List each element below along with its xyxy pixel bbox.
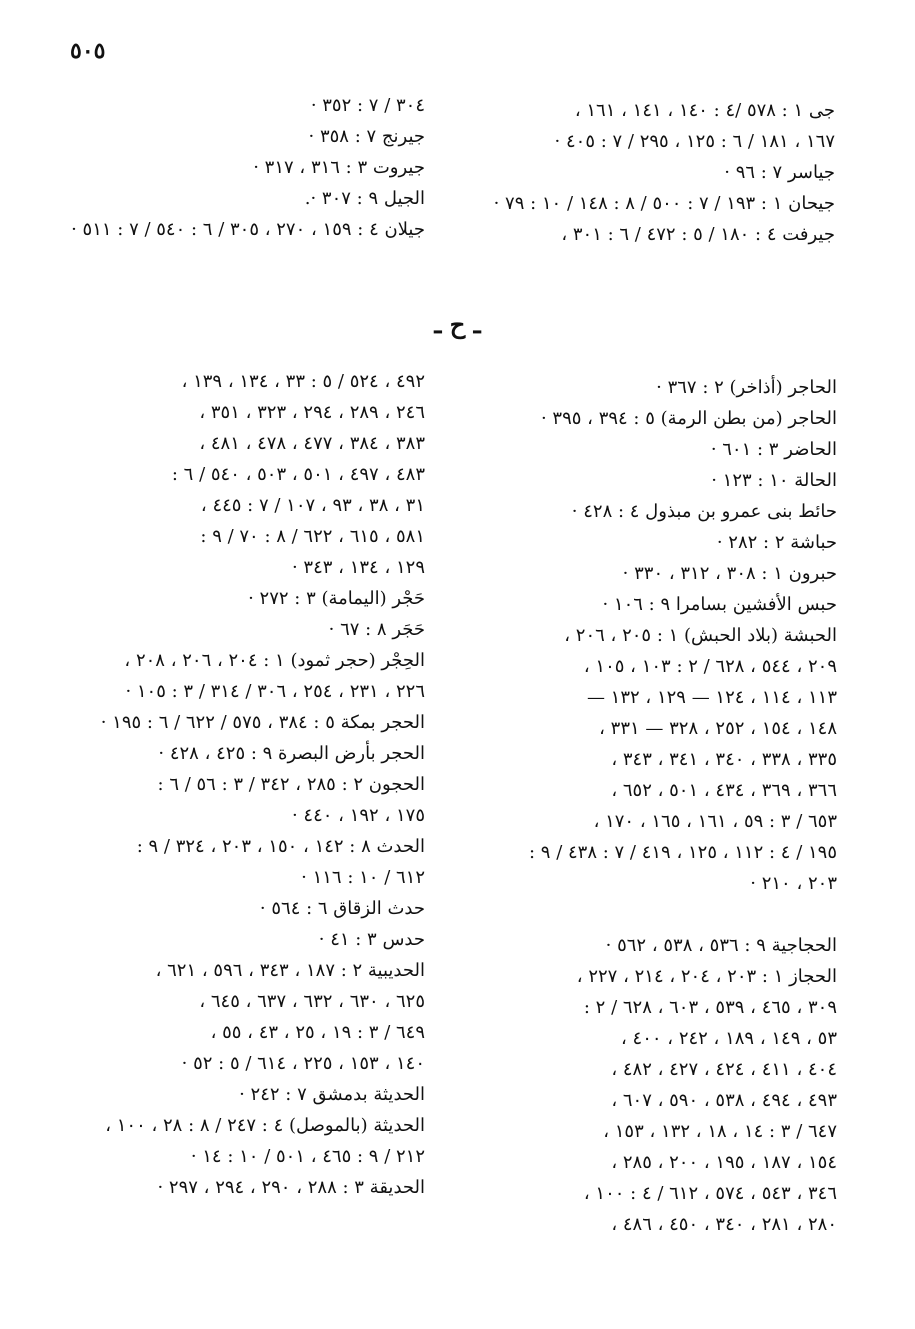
index-line: الحديقة ٣ : ٢٨٨ ، ٢٩٠ ، ٢٩٤ ، ٢٩٧ · [157, 1177, 425, 1198]
index-line: ٦٤٧ / ٣ : ١٤ ، ١٨ ، ١٣٢ ، ١٥٣ ، [603, 1121, 837, 1142]
index-line: جيرنج ٧ : ٣٥٨ · [308, 126, 425, 147]
index-line: الحِجْر (حجر ثمود) ١ : ٢٠٤ ، ٢٠٦ ، ٢٠٨ ، [124, 650, 425, 671]
right-index-column [467, 372, 837, 1240]
index-line: جيلان ٤ : ١٥٩ ، ٢٧٠ ، ٣٠٥ / ٦ : ٥٤٠ / ٧ : ٥١١ · [71, 219, 425, 240]
top-right-column [475, 95, 835, 250]
index-line: جى ١ : ٥٧٨ /٤ : ١٤٠ ، ١٤١ ، ١٦١ ، [574, 100, 835, 121]
index-line: الحجر بمكة ٥ : ٣٨٤ ، ٥٧٥ / ٦٢٢ / ٦ : ١٩٥ · [100, 712, 425, 733]
index-line: ٤٩٣ ، ٤٩٤ ، ٥٣٨ ، ٥٩٠ ، ٦٠٧ ، [611, 1090, 837, 1111]
index-line: الجيل ٩ : ٣٠٧ ·. [304, 188, 425, 209]
index-line: ١٢٩ ، ١٣٤ ، ٣٤٣ · [291, 557, 425, 578]
index-line: حدس ٣ : ٤١ · [318, 929, 425, 950]
index-line: ١٤٠ ، ١٥٣ ، ٢٢٥ ، ٦١٤ / ٥ : ٥٢ · [181, 1053, 425, 1074]
index-line: ٤٠٤ ، ٤١١ ، ٤٢٤ ، ٤٢٧ ، ٤٨٢ ، [611, 1059, 837, 1080]
index-line: ٢٢٦ ، ٢٣١ ، ٢٥٤ ، ٣٠٦ / ٣١٤ / ٣ : ١٠٥ · [125, 681, 425, 702]
index-line: الحدث ٨ : ١٤٢ ، ١٥٠ ، ٢٠٣ ، ٣٢٤ / ٩ : [136, 836, 425, 857]
index-line: ٦١٢ / ١٠ : ١١٦ · [301, 867, 425, 888]
index-line: الحديبية ٢ : ١٨٧ ، ٣٤٣ ، ٥٩٦ ، ٦٢١ ، [155, 960, 425, 981]
index-line: ٢٤٦ ، ٢٨٩ ، ٢٩٤ ، ٣٢٣ ، ٣٥١ ، [199, 402, 425, 423]
index-line: ١٦٧ ، ١٨١ / ٦ : ١٢٥ ، ٢٩٥ / ٧ : ٤٠٥ · [554, 131, 835, 152]
index-line: الحجاز ١ : ٢٠٣ ، ٢٠٤ ، ٢١٤ ، ٢٢٧ ، [576, 966, 837, 987]
index-line: جياسر ٧ : ٩٦ · [724, 162, 835, 183]
section-letter-heading: ـ ح ـ [434, 310, 481, 339]
index-line: ٣٨٣ ، ٣٨٤ ، ٤٧٧ ، ٤٧٨ ، ٤٨١ ، [199, 433, 425, 454]
index-line: ٢١٢ / ٩ : ٤٦٥ ، ٥٠١ / ١٠ : ١٤ · [190, 1146, 425, 1167]
index-line: حَجْر (اليمامة) ٣ : ٢٧٢ · [248, 588, 425, 609]
index-line: ٢٠٣ ، ٢١٠ · [750, 873, 837, 894]
index-line: الحديثة بدمشق ٧ : ٢٤٢ · [239, 1084, 425, 1105]
index-line: ٣٣٥ ، ٣٣٨ ، ٣٤٠ ، ٣٤١ ، ٣٤٣ ، [611, 749, 837, 770]
index-line: جيحان ١ : ١٩٣ / ٧ : ٥٠٠ / ٨ : ١٤٨ / ١٠ : ٧٩ · [493, 193, 835, 214]
index-line: ٣١ ، ٣٨ ، ٩٣ ، ١٠٧ / ٧ : ٤٤٥ ، [200, 495, 425, 516]
index-line: حدث الزقاق ٦ : ٥٦٤ · [259, 898, 425, 919]
index-line: ١٧٥ ، ١٩٢ ، ٤٤٠ · [291, 805, 425, 826]
index-line: حَجَر ٨ : ٦٧ · [328, 619, 425, 640]
index-line: ٢٠٩ ، ٥٤٤ ، ٦٢٨ / ٢ : ١٠٣ ، ١٠٥ ، [583, 656, 837, 677]
index-line: ١٤٨ ، ١٥٤ ، ٢٥٢ ، ٣٢٨ — ٣٣١ ، [599, 718, 837, 739]
index-line: حبرون ١ : ٣٠٨ ، ٣١٢ ، ٣٣٠ · [622, 563, 837, 584]
index-line: ٢٨٠ ، ٢٨١ ، ٣٤٠ ، ٤٥٠ ، ٤٨٦ ، [611, 1214, 837, 1235]
index-line: ١٥٤ ، ١٨٧ ، ١٩٥ ، ٢٠٠ ، ٢٨٥ ، [611, 1152, 837, 1173]
index-line: الحاجر (من بطن الرمة) ٥ : ٣٩٤ ، ٣٩٥ · [540, 408, 837, 429]
index-line: الحجون ٢ : ٢٨٥ ، ٣٤٢ / ٣ : ٥٦ / ٦ : [157, 774, 425, 795]
index-line: الحديثة (بالموصل) ٤ : ٢٤٧ / ٨ : ٢٨ ، ١٠٠ ، [105, 1115, 425, 1136]
index-line: ٦٢٥ ، ٦٣٠ ، ٦٣٢ ، ٦٣٧ ، ٦٤٥ ، [199, 991, 425, 1012]
index-line: الحجاجية ٩ : ٥٣٦ ، ٥٣٨ ، ٥٦٢ · [605, 935, 837, 956]
index-line: حائط بنى عمرو بن مبذول ٤ : ٤٢٨ · [571, 501, 837, 522]
index-line: الحاضر ٣ : ٦٠١ · [710, 439, 837, 460]
index-line: جيرفت ٤ : ١٨٠ / ٥ : ٤٧٢ / ٦ : ٣٠١ ، [561, 224, 835, 245]
index-line: حبس الأفشين بسامرا ٩ : ١٠٦ · [602, 594, 837, 615]
index-line: الحالة ١٠ : ١٢٣ · [711, 470, 837, 491]
index-line: ٥٨١ ، ٦١٥ ، ٦٢٢ / ٨ : ٧٠ / ٩ : [200, 526, 425, 547]
index-line: جيروت ٣ : ٣١٦ ، ٣١٧ · [253, 157, 425, 178]
index-line: حباشة ٢ : ٢٨٢ · [716, 532, 837, 553]
index-line: ٤٨٣ ، ٤٩٧ ، ٥٠١ ، ٥٠٣ ، ٥٤٠ / ٦ : [171, 464, 425, 485]
left-index-column [25, 366, 425, 1203]
index-line: الحجر بأرض البصرة ٩ : ٤٢٥ ، ٤٢٨ · [158, 743, 425, 764]
index-line: ٣٦٦ ، ٣٦٩ ، ٤٣٤ ، ٥٠١ ، ٦٥٢ ، [611, 780, 837, 801]
index-line: ٣٠٤ / ٧ : ٣٥٢ · [310, 95, 425, 116]
index-line [467, 899, 837, 930]
index-line: ٣٠٩ ، ٤٦٥ ، ٥٣٩ ، ٦٠٣ ، ٦٢٨ / ٢ : [583, 997, 837, 1018]
index-line: الحاجر (أذاخر) ٢ : ٣٦٧ · [656, 377, 837, 398]
top-left-column [25, 90, 425, 245]
index-line: ٥٣ ، ١٤٩ ، ١٨٩ ، ٢٤٢ ، ٤٠٠ ، [621, 1028, 837, 1049]
index-line: ٦٥٣ / ٣ : ٥٩ ، ١٦١ ، ١٦٥ ، ١٧٠ ، [593, 811, 837, 832]
index-line: الحبشة (بلاد الحبش) ١ : ٢٠٥ ، ٢٠٦ ، [564, 625, 837, 646]
index-line: ١١٣ ، ١١٤ ، ١٢٤ — ١٢٩ ، ١٣٢ — [586, 687, 837, 708]
index-line: ١٩٥ / ٤ : ١١٢ ، ١٢٥ ، ٤١٩ / ٧ : ٤٣٨ / ٩ : [529, 842, 837, 863]
index-line: ٤٩٢ ، ٥٢٤ / ٥ : ٣٣ ، ١٣٤ ، ١٣٩ ، [181, 371, 425, 392]
index-line: ٣٤٦ ، ٥٤٣ ، ٥٧٤ ، ٦١٢ / ٤ : ١٠٠ ، [583, 1183, 837, 1204]
page-number: ٥٠٥ [70, 38, 106, 64]
index-line: ٦٤٩ / ٣ : ١٩ ، ٢٥ ، ٤٣ ، ٥٥ ، [210, 1022, 425, 1043]
